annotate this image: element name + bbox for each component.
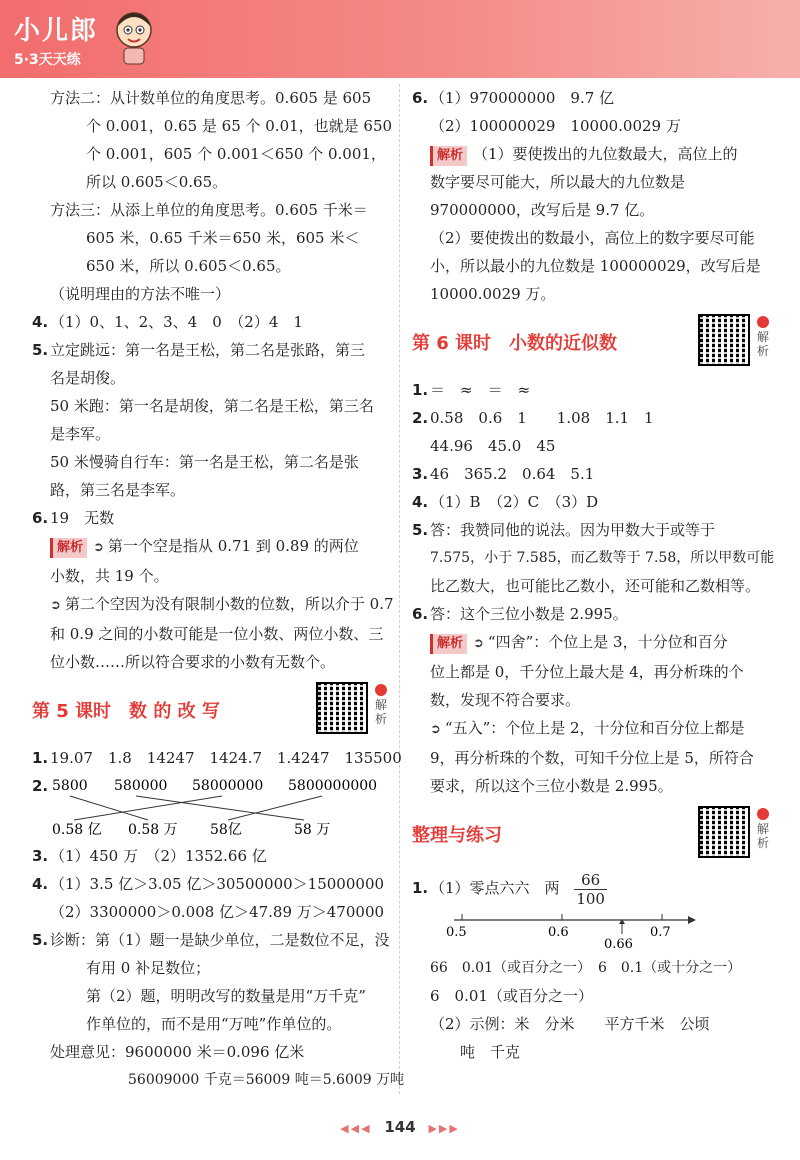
analysis-tag: 解析 <box>430 634 467 654</box>
qr-code-icon[interactable] <box>316 682 368 734</box>
brand-name: 小儿郎 <box>14 16 99 46</box>
match-bottom: 0.58 亿 <box>52 822 102 838</box>
question-number: 1. <box>412 879 429 897</box>
answer-text: （1）0、1、2、3、4 0 （2）4 1 <box>50 313 303 331</box>
question-number: 6. <box>412 89 429 107</box>
analysis-text: 位上都是 0，千分位上最大是 4，再分析珠的个 <box>430 663 744 681</box>
question-number: 3. <box>32 847 49 865</box>
answer-text: 7.575，小于 7.585，而乙数等于 7.58，所以甲数可能 <box>430 550 775 566</box>
analysis-text: （2）要使拨出的数最小，高位上的数字要尽可能 <box>430 229 755 247</box>
tick-label: 0.5 <box>446 925 467 940</box>
analysis-tag: 解析 <box>50 538 87 558</box>
method3-line: 方法三：从添上单位的角度思考。0.605 千米＝ <box>50 201 368 219</box>
answer-text: 46 365.2 0.64 5.1 <box>430 465 595 483</box>
answer-text: 50 米慢骑自行车：第一名是王松，第二名是张 <box>50 453 359 471</box>
answer-text: 吨 千克 <box>460 1043 521 1061</box>
matching-lines <box>32 772 382 842</box>
question-number: 1. <box>412 381 429 399</box>
answer-text: 6 0.01（或百分之一） <box>430 987 593 1005</box>
answer-text: （2）100000029 10000.0029 万 <box>430 117 681 135</box>
column-divider <box>399 84 400 1094</box>
method-note: （说明理由的方法不唯一） <box>50 285 231 303</box>
right-column <box>412 84 774 1066</box>
question-number: 5. <box>32 341 49 359</box>
qr-code-icon[interactable] <box>698 314 750 366</box>
arrow-icon: ➲ <box>430 722 441 737</box>
qr-label: 解析 <box>754 808 772 850</box>
section-title: 整理与练习 <box>412 825 502 846</box>
question-number: 5. <box>32 931 49 949</box>
answer-text: 有用 0 补足数位； <box>86 959 211 977</box>
play-icon <box>375 684 387 696</box>
question-number: 6. <box>32 509 49 527</box>
left-column <box>32 84 405 1094</box>
answer-text: 19.07 1.8 14247 1424.7 1.4247 135500 <box>50 749 402 767</box>
answer-text: （1）B （2）C （3）D <box>430 493 599 511</box>
analysis-text: 第二个空因为没有限制小数的位数，所以介于 0.7 <box>64 595 394 613</box>
answer-text: （1）970000000 9.7 亿 <box>430 89 615 107</box>
fraction-denominator: 100 <box>576 889 605 908</box>
match-top: 58000000 <box>192 778 264 794</box>
section-title: 第 5 课时 数 的 改 写 <box>32 701 220 722</box>
analysis-text: 要求，所以这个三位小数是 2.995。 <box>430 777 673 795</box>
page-number: 144 <box>384 1118 416 1136</box>
answer-text: （1）450 万 （2）1352.66 亿 <box>50 847 267 865</box>
answer-text: 处理意见：9600000 米＝0.096 亿米 <box>50 1043 305 1061</box>
fraction-numerator: 66 <box>574 871 607 890</box>
analysis-tag: 解析 <box>430 146 467 166</box>
answer-text: 比乙数大，也可能比乙数小，还可能和乙数相等。 <box>430 577 761 595</box>
analysis-text: “四舍”：个位上是 3，十分位和百分 <box>487 633 728 651</box>
answer-text: （1）3.5 亿＞3.05 亿＞30500000＞15000000 <box>50 875 385 893</box>
method2-line: 个 0.001，605 个 0.001＜650 个 0.001， <box>86 145 386 163</box>
answer-text: 19 无数 <box>50 509 115 527</box>
mascot-icon <box>112 8 156 66</box>
page-header <box>0 0 800 78</box>
method3-line: 650 米，所以 0.605＜0.65。 <box>86 257 291 275</box>
question-number: 2. <box>412 409 429 427</box>
question-number: 4. <box>32 875 49 893</box>
section-header-6 <box>412 312 774 370</box>
method3-line: 605 米，0.65 千米＝650 米，605 米＜ <box>86 229 360 247</box>
analysis-text: 小数，共 19 个。 <box>50 567 169 585</box>
match-bottom: 0.58 万 <box>128 822 178 838</box>
brand-logo <box>14 10 98 69</box>
tick-label: 0.7 <box>650 925 671 940</box>
answer-text: 立定跳远：第一名是王松，第二名是张路，第三 <box>50 341 366 359</box>
left-arrows-icon: ◀◀◀ <box>340 1122 372 1135</box>
analysis-text: 9，再分析珠的个数，可知千分位上是 5，所符合 <box>430 749 754 767</box>
answer-text: 名是胡俊。 <box>50 369 126 387</box>
analysis-text: 数，发现不符合要求。 <box>430 691 581 709</box>
answer-text: 作单位的，而不是用“万吨”作单位的。 <box>86 1015 342 1033</box>
match-top: 580000 <box>114 778 168 794</box>
right-arrows-icon: ▶▶▶ <box>428 1122 460 1135</box>
arrow-icon: ➲ <box>50 598 61 613</box>
question-number: 4. <box>32 313 49 331</box>
analysis-text: “五入”：个位上是 2，十分位和百分位上都是 <box>444 719 745 737</box>
match-top: 5800 <box>52 778 88 794</box>
analysis-text: 970000000，改写后是 9.7 亿。 <box>430 201 655 219</box>
play-icon <box>757 808 769 820</box>
match-top: 5800000000 <box>288 778 378 794</box>
method2-line: 所以 0.605＜0.65。 <box>86 173 228 191</box>
answer-text: （2）示例：米 分米 平方千米 公顷 <box>430 1015 710 1033</box>
analysis-text: 和 0.9 之间的小数可能是一位小数、两位小数、三 <box>50 625 384 643</box>
tick-label: 0.6 <box>548 925 569 940</box>
section-title: 第 6 课时 小数的近似数 <box>412 333 618 354</box>
analysis-text: 10000.0029 万。 <box>430 285 556 303</box>
analysis-text: 数字要尽可能大，所以最大的九位数是 <box>430 173 686 191</box>
number-line <box>442 908 702 954</box>
arrow-icon: ➲ <box>93 540 104 555</box>
qr-label: 解析 <box>754 316 772 358</box>
answer-text: （1）零点六六 两 <box>430 879 560 897</box>
answer-text: （2）3300000＞0.008 亿＞47.89 万＞470000 <box>50 903 385 921</box>
answer-text: ＝ ≈ ＝ ≈ <box>430 381 531 399</box>
qr-label: 解析 <box>372 684 390 726</box>
answer-text: 路，第三名是李军。 <box>50 481 186 499</box>
brand-series: 5·3天天练 <box>14 52 81 68</box>
question-number: 6. <box>412 605 429 623</box>
play-icon <box>757 316 769 328</box>
section-header-review <box>412 804 774 862</box>
question-number: 5. <box>412 521 429 539</box>
page-footer <box>0 1118 800 1136</box>
answer-text: 诊断：第（1）题一是缺少单位，二是数位不足，没 <box>50 931 390 949</box>
question-number: 3. <box>412 465 429 483</box>
match-bottom: 58亿 <box>210 822 242 838</box>
tick-label: 0.66 <box>604 937 633 952</box>
analysis-text: 第一个空是指从 0.71 到 0.89 的两位 <box>107 537 359 555</box>
answer-text: 56009000 千克＝56009 吨＝5.6009 万吨 <box>128 1072 405 1088</box>
fraction <box>574 871 607 908</box>
question-number: 4. <box>412 493 429 511</box>
arrow-icon: ➲ <box>473 636 484 651</box>
answer-text: 第（2）题，明明改写的数量是用“万千克” <box>86 987 366 1005</box>
answer-text: 66 0.01（或百分之一） 6 0.1（或十分之一） <box>430 960 742 976</box>
answer-text: 0.58 0.6 1 1.08 1.1 1 <box>430 409 654 427</box>
answer-text: 答：这个三位小数是 2.995。 <box>430 605 628 623</box>
answer-text: 44.96 45.0 45 <box>430 437 556 455</box>
analysis-text: （1）要使拨出的九位数最大，高位上的 <box>473 145 738 163</box>
analysis-text: 位小数……所以符合要求的小数有无数个。 <box>50 653 336 671</box>
answer-text: 答：我赞同他的说法。因为甲数大于或等于 <box>430 521 716 539</box>
qr-code-icon[interactable] <box>698 806 750 858</box>
answer-text: 50 米跑：第一名是胡俊，第二名是王松，第三名 <box>50 397 374 415</box>
question-number: 1. <box>32 749 49 767</box>
answer-text: 是李军。 <box>50 425 111 443</box>
match-bottom: 58 万 <box>294 822 331 838</box>
method2-line: 方法二：从计数单位的角度思考。0.605 是 605 <box>50 89 372 107</box>
question-number: 2. <box>32 777 49 795</box>
method2-line: 个 0.001，0.65 是 65 个 0.01，也就是 650 <box>86 117 393 135</box>
matching-diagram <box>32 772 392 842</box>
section-header-5 <box>32 680 392 738</box>
analysis-text: 小，所以最小的九位数是 100000029，改写后是 <box>430 257 761 275</box>
